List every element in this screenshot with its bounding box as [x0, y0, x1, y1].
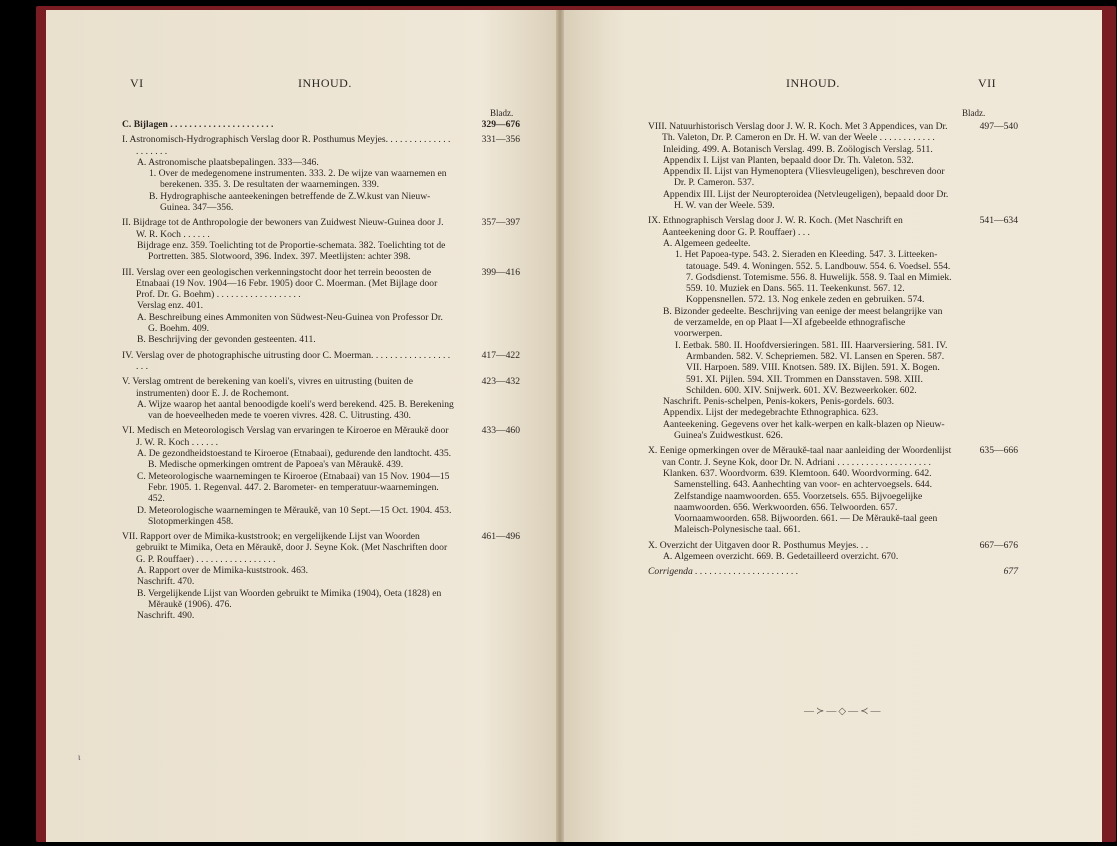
- toc-entry: [648, 189, 952, 212]
- toc-entry: [648, 144, 952, 155]
- toc-entry-page: 667—676: [979, 539, 1018, 551]
- toc-entry: [122, 334, 454, 345]
- toc-entry: [648, 566, 1018, 578]
- toc-entry-text: C. Bijlagen . . . . . . . . . . . . . . . . . . . . . .: [122, 119, 274, 130]
- toc-entry-text: II. Bijdrage tot de Anthropologie der bewoners van Zuidwest Nieuw-Guinea door J. W. R. Koch . . . . . .: [122, 217, 444, 240]
- toc-entry: [122, 168, 454, 191]
- toc-entry-text: A. Algemeen overzicht. 669. B. Gedetailleerd overzicht. 670.: [663, 550, 899, 562]
- toc-entry: [122, 217, 520, 240]
- left-page: [46, 10, 560, 842]
- toc-entry-text: Naschrift. 490.: [137, 610, 195, 622]
- toc-entry-text: Inleiding. 499. A. Botanisch Verslag. 499. B. Zoölogisch Verslag. 511.: [663, 143, 933, 155]
- toc-entry-text: Appendix III. Lijst der Neuropteroidea (Netvleugeligen), bepaald door Dr. H. W. van der Weele. 539.: [663, 188, 949, 212]
- toc-entry-page: 461—496: [481, 531, 520, 543]
- toc-entry: [122, 531, 520, 565]
- toc-entry-text: A. Astronomische plaatsbepalingen. 333—346.: [137, 156, 319, 168]
- toc-entry-text: VIII. Natuurhistorisch Verslag door J. W. R. Koch. Met 3 Appendices, van Dr. Th. Valeton, Dr. P. Cameron en Dr. H. W. van der Weele . . . . . . . . . . . .: [648, 121, 948, 144]
- toc-entry-text: V. Verslag omtrent de berekening van koeli's, vivres en uitrusting (buiten de instrumenten) door E. J. de Rochemont.: [122, 376, 413, 399]
- toc-entry: [122, 266, 520, 301]
- toc-entry: [122, 471, 454, 505]
- toc-entry: [648, 215, 1018, 238]
- left-page-number: VI: [130, 76, 144, 90]
- toc-entry-page: 635—666: [979, 445, 1018, 457]
- toc-entry-text: D. Meteorologische waarnemingen te Mĕraukĕ, van 10 Sept.—15 Oct. 1904. 453. Slotopmerkingen 458.: [137, 504, 452, 527]
- toc-entry-page: 331—356: [481, 134, 520, 146]
- toc-entry: [122, 349, 520, 373]
- toc-entry: [122, 134, 520, 157]
- ornament-divider: —≻—◇—≺—: [804, 706, 883, 717]
- right-page-number: VII: [978, 76, 997, 90]
- toc-entry-text: Naschrift. 470.: [137, 576, 195, 588]
- toc-entry-text: I. Eetbak. 580. II. Hoofdversieringen. 581. III. Haarversiering. 581. IV. Armbanden. 582. V. Schepriemen. 582. VI. Lansen en Speren. 587. VII. Harpoen. 589. VIII. Knotsen. 589. IX. Bijlen. 591. X. Bogen. 591. XI. Pijlen. 594. XII. Trommen en Dansstaven. 598. XIII. Schilden. 600. XIV. Snijwerk. 601. XV. Bezweerkoker. 602.: [675, 339, 948, 396]
- toc-entry-text: Appendix. Lijst der medegebrachte Ethnographica. 623.: [663, 407, 879, 419]
- toc-entry: [122, 610, 454, 621]
- toc-entry-page: 357—397: [481, 217, 520, 229]
- toc-entry-text: Klanken. 637. Woordvorm. 639. Klemtoon. 640. Woordvorming. 642. Samenstelling. 643. Aanhechting van voor- en achtervoegsels. 644. Zelfstandige naamwoorden. 655. Voorzetsels. 655. Bijvoegelijke naamwoorden. 656. Werkwoorden. 656. Telwoorden. 657. Voornaamwoorden. 658. Bijwoorden. 661. — De Mĕraukĕ-taal geen Maleisch-Polynesische taal. 661.: [663, 467, 938, 536]
- right-bladz-label: Bladz.: [962, 108, 986, 118]
- toc-entry-page: 417—422: [481, 349, 520, 361]
- right-page: [560, 10, 1102, 842]
- toc-entry: [122, 240, 454, 263]
- toc-entry-text: C. Meteorologische waarnemingen te Kiroeroe (Etnabaai) van 15 Nov. 1904—15 Febr. 1905. 1. Regenval. 447. 2. Barometer- en temperatuur-waarnemingen. 452.: [137, 470, 450, 505]
- toc-entry-text: X. Overzicht der Uitgaven door R. Posthumus Meyjes. . .: [648, 539, 869, 551]
- toc-entry-text: A. Rapport over de Mimika-kuststrook. 463.: [137, 564, 309, 576]
- toc-entry: [648, 407, 952, 418]
- toc-entry: [648, 445, 1018, 468]
- toc-entry-text: Bijdrage enz. 359. Toelichting tot de Proportie-schemata. 382. Toelichting tot de Portretten. 385. Slotwoord, 396. Index. 397. Meetlijsten: achter 398.: [137, 239, 446, 263]
- margin-mark: ι: [78, 752, 81, 762]
- toc-entry: [122, 565, 454, 576]
- toc-entry: [122, 576, 454, 587]
- left-bladz-label: Bladz.: [490, 108, 514, 118]
- toc-entry: [648, 551, 952, 562]
- toc-entry-text: Appendix I. Lijst van Planten, bepaald door Dr. Th. Valeton. 532.: [663, 154, 914, 166]
- toc-entry: [122, 191, 454, 214]
- toc-entry-text: 1. Over de medegenomene instrumenten. 333. 2. De wijze van waarnemen en berekenen. 335. 3. De resultaten der waarnemingen. 339.: [149, 168, 447, 191]
- toc-entry: [122, 399, 454, 422]
- toc-entry-text: B. Bizonder gedeelte. Beschrijving van eenige der meest belangrijke van de verzamelde, en op Plaat I—XI afgebeelde ethnografische voorwerpen.: [663, 305, 943, 340]
- toc-entry-page: 541—634: [979, 215, 1018, 227]
- toc-entry-text: X. Eenige opmerkingen over de Mĕraukĕ-taal naar aanleiding der Woordenlijst van Contr. J. Seyne Kok, door Dr. N. Adriani . . . . . . . . . . . . . . . . . . . .: [648, 445, 952, 468]
- toc-entry: [122, 448, 454, 471]
- toc-entry-text: Corrigenda . . . . . . . . . . . . . . . . . . . . . .: [648, 566, 799, 578]
- toc-entry-page: 497—540: [979, 121, 1018, 132]
- toc-entry-page: 329—676: [481, 119, 520, 130]
- toc-entry-text: IX. Ethnographisch Verslag door J. W. R. Koch. (Met Naschrift en Aanteekening door G. P. Rouffaer) . . .: [648, 215, 903, 238]
- toc-entry-text: A. Beschreibung eines Ammoniten von Südwest-Neu-Guinea von Professor Dr. G. Boehm. 409.: [137, 311, 443, 335]
- toc-entry: [122, 505, 454, 528]
- toc-entry-page: 399—416: [481, 266, 520, 278]
- toc-entry-text: A. Algemeen gedeelte.: [663, 237, 751, 249]
- right-toc: [648, 121, 1018, 578]
- toc-entry: [122, 312, 454, 335]
- toc-entry: [648, 121, 1018, 144]
- toc-entry-text: B. Vergelijkende Lijst van Woorden gebruikt te Mimika (1904), Oeta (1828) en Mĕraukĕ (1906). 476.: [137, 587, 442, 610]
- toc-entry-page: 423—432: [481, 376, 520, 388]
- toc-entry: [122, 119, 520, 130]
- toc-entry-page: 677: [1003, 566, 1018, 578]
- toc-entry-text: B. Beschrijving der gevonden gesteenten. 411.: [137, 334, 316, 346]
- toc-entry: [648, 306, 952, 340]
- left-toc: [122, 119, 520, 622]
- toc-entry-text: III. Verslag over een geologischen verkenningstocht door het terrein beoosten de Etnabaai (19 Nov. 1904—16 Febr. 1905) door C. Moerman. (Met Bijlage door Prof. Dr. G. Boehm) . . . . . . . . . . . . . . . . . .: [122, 266, 438, 301]
- toc-entry: [648, 155, 952, 166]
- toc-entry: [648, 166, 952, 189]
- toc-entry-text: IV. Verslag over de photographische uitrusting door C. Moerman. . . . . . . . . . . . . . . . . . . .: [122, 349, 451, 372]
- toc-entry-text: B. Hydrographische aanteekeningen betreffende de Z.W.kust van Nieuw-Guinea. 347—356.: [149, 190, 431, 214]
- toc-entry-text: Naschrift. Penis-schelpen, Penis-kokers, Penis-gordels. 603.: [663, 396, 895, 408]
- toc-entry-text: Appendix II. Lijst van Hymenoptera (Vliesvleugeligen), beschreven door Dr. P. Cameron. 537.: [663, 166, 945, 189]
- toc-entry-text: A. De gezondheidstoestand te Kiroeroe (Etnabaai), gedurende den landtocht. 435. B. Medische opmerkingen omtrent de Papoea's van Mĕraukĕ. 439.: [137, 448, 452, 471]
- toc-entry: [122, 376, 520, 399]
- toc-entry: [122, 157, 454, 168]
- toc-entry: [648, 249, 952, 305]
- toc-entry: [648, 539, 1018, 551]
- toc-entry-text: VII. Rapport over de Mimika-kuststrook; en vergelijkende Lijst van Woorden gebruikt te Mimika, Oeta en Mĕraukĕ, door J. Seyne Kok. (Met Naschriften door G. P. Rouffaer) . . . . . . . . . . . . . . . . .: [122, 531, 448, 565]
- toc-entry: [648, 419, 952, 442]
- toc-entry-text: I. Astronomisch-Hydrographisch Verslag door R. Posthumus Meyjes. . . . . . . . . . . . . . . . . . . . .: [122, 134, 451, 157]
- toc-entry: [122, 300, 454, 311]
- toc-entry: [648, 468, 952, 536]
- right-running-title: INHOUD.: [786, 76, 840, 90]
- toc-entry: [648, 238, 952, 249]
- toc-entry-text: A. Wijze waarop het aantal benoodigde koeli's werd berekend. 425. B. Berekening van de hoeveelheden mede te voeren vivres. 428. C. Uitrusting. 430.: [137, 398, 454, 422]
- toc-entry: [122, 425, 520, 448]
- toc-entry: [122, 588, 454, 611]
- toc-entry: [648, 396, 952, 407]
- toc-entry-text: Verslag enz. 401.: [137, 300, 204, 312]
- toc-entry-text: Aanteekening. Gegevens over het kalk-werpen en kalk-blazen op Nieuw-Guinea's Zuidwestkust. 626.: [663, 418, 945, 442]
- book-gutter: [556, 10, 564, 842]
- toc-entry: [648, 340, 952, 396]
- toc-entry-text: VI. Medisch en Meteorologisch Verslag van ervaringen te Kiroeroe en Mĕraukĕ door J. W. R. Koch . . . . . .: [122, 425, 449, 448]
- left-running-title: INHOUD.: [298, 76, 352, 90]
- toc-entry-text: 1. Het Papoea-type. 543. 2. Sieraden en Kleeding. 547. 3. Litteeken-tatouage. 549. 4. Woningen. 552. 5. Landbouw. 554. 6. Voedsel. 554. 7. Godsdienst. Totemisme. 556. 8. Huwelijk. 558. 9. Taal en Mimiek. 559. 10. Muziek en Dans. 565. 11. Teekenkunst. 567. 12. Koppensnellen. 572. 13. Nog enkele zeden en gebruiken. 574.: [675, 249, 952, 306]
- toc-entry-page: 433—460: [481, 425, 520, 437]
